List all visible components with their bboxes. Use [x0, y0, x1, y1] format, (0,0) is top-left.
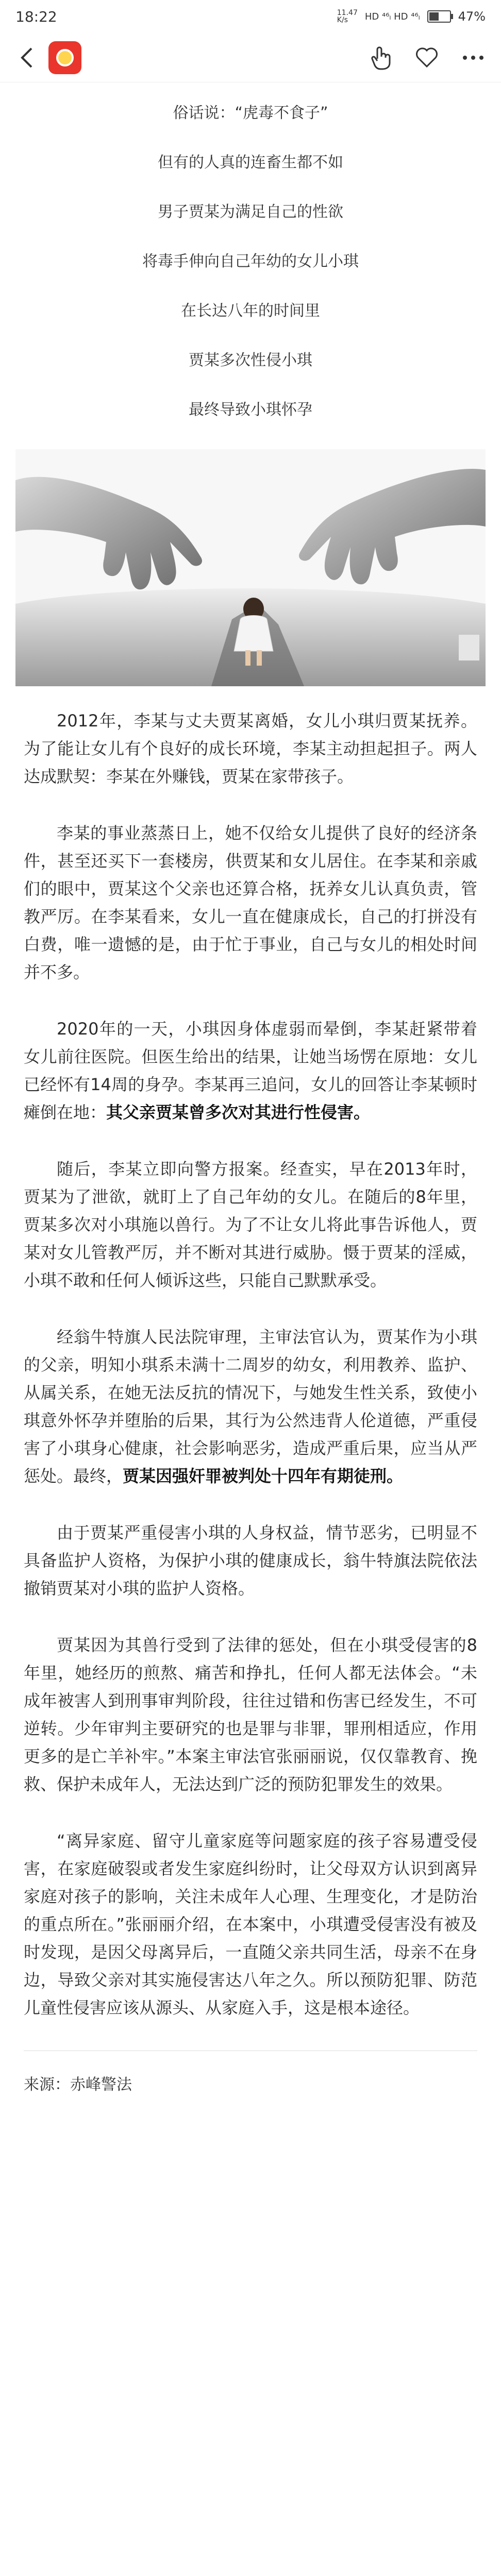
- intro-line: 但有的人真的连畜生都不如: [158, 154, 343, 172]
- article-source: 来源：赤峰警法: [24, 2050, 477, 2094]
- battery-percent: 47%: [458, 9, 486, 24]
- article-paragraph: 随后，李某立即向警方报案。经查实，早在2013年时，贾某为了泄欲，就盯上了自己年幼的女儿。在随后的8年里，贾某多次对小琪施以兽行。为了不让女儿将此事告诉他人，贾某对女儿管教严厉，并不断对其进行威胁。慑于贾某的淫威，小琪不敢和任何人倾诉这些，只能自己默默承受。: [24, 1159, 477, 1290]
- article-paragraph: 2012年，李某与丈夫贾某离婚，女儿小琪归贾某抚养。为了能让女儿有个良好的成长环境，李某主动担起担子。两人达成默契：李某在外赚钱，贾某在家带孩子。: [24, 711, 477, 786]
- intro-line: 男子贾某为满足自己的性欲: [158, 203, 343, 221]
- top-toolbar: [0, 33, 501, 82]
- more-icon[interactable]: [458, 42, 489, 73]
- heart-icon[interactable]: [411, 42, 442, 73]
- intro-line: 俗话说：“虎毒不食子”: [173, 104, 328, 122]
- intro-line: 在长达八年的时间里: [181, 302, 320, 320]
- status-time: 18:22: [15, 8, 57, 25]
- article-paragraph: “离异家庭、留守儿童家庭等问题家庭的孩子容易遭受侵害，在家庭破裂或者发生家庭纠纷时，让父母双方认识到离异家庭对孩子的影响，关注未成年人心理、生理变化，才是防治的重点所在。”张丽丽介绍，在本案中，小琪遭受侵害没有被及时发现，是因父母离异后，一直随父亲共同生活，母亲不在身边，导致父亲对其实施侵害达八年之久。所以预防犯罪、防范儿童性侵害应该从源头、从家庭入手，这是根本途径。: [24, 1831, 477, 2018]
- article-paragraph: 经翁牛特旗人民法院审理，主审法官认为，贾某作为小琪的父亲，明知小琪系未满十二周岁的幼女，利用教养、监护、从属关系，在她无法反抗的情况下，与她发生性关系，致使小琪意外怀孕并堕胎的后果，其行为公然违背人伦道德，严重侵害了小琪身心健康，社会影响恶劣，造成严重后果，应当从严惩处。最终，贾某因强奸罪被判处十四年有期徒刑。: [24, 1327, 477, 1486]
- intro-line: 贾某多次性侵小琪: [189, 351, 312, 369]
- hands-over-child-illustration: [15, 449, 486, 686]
- article-paragraph: 贾某因为其兽行受到了法律的惩处，但在小琪受侵害的8年里，她经历的煎熬、痛苦和挣扎，任何人都无法体会。“未成年被害人到刑事审判阶段，往往过错和伤害已经发生，不可逆转。少年审判主要研究的也是罪与非罪，罪刑相适应，作用更多的是亡羊补牢。”本案主审法官张丽丽说，仅仅靠教育、挽救、保护未成年人，无法达到广泛的预防犯罪发生的效果。: [24, 1635, 477, 1794]
- network-speed: 11.47 K/s: [337, 9, 358, 24]
- app-logo-icon[interactable]: [48, 41, 81, 74]
- article-paragraph: 2020年的一天，小琪因身体虚弱而晕倒，李某赶紧带着女儿前往医院。但医生给出的结果，让她当场愣在原地：女儿已经怀有14周的身孕。李某再三追问，女儿的回答让李某顿时瘫倒在地：其父亲贾某曾多次对其进行性侵害。: [24, 1019, 477, 1122]
- status-indicators: [337, 9, 486, 24]
- signal-icons: HD ⁴⁶ₗ HD ⁴⁶ₗ: [364, 11, 420, 22]
- hand-pointer-icon[interactable]: [365, 42, 396, 73]
- intro-lines: [0, 82, 501, 435]
- intro-line: 最终导致小琪怀孕: [189, 401, 312, 419]
- intro-line: 将毒手伸向自己年幼的女儿小琪: [142, 252, 359, 270]
- status-bar: [0, 0, 501, 33]
- hero-image: [15, 449, 486, 686]
- article-paragraph: 由于贾某严重侵害小琪的人身权益，情节恶劣，已明显不具备监护人资格，为保护小琪的健康成长，翁牛特旗法院依法撤销贾某对小琪的监护人资格。: [24, 1523, 477, 1598]
- chevron-left-icon[interactable]: [12, 43, 41, 72]
- article-paragraph: 李某的事业蒸蒸日上，她不仅给女儿提供了良好的经济条件，甚至还买下一套楼房，供贾某和女儿居住。在李某和亲戚们的眼中，贾某这个父亲也还算合格，抚养女儿认真负责，管教严厉。在李某看来，女儿一直在健康成长，自己的打拼没有白费，唯一遗憾的是，由于忙于事业，自己与女儿的相处时间并不多。: [24, 823, 477, 982]
- battery-icon: [427, 10, 451, 23]
- article-content: [0, 82, 501, 2094]
